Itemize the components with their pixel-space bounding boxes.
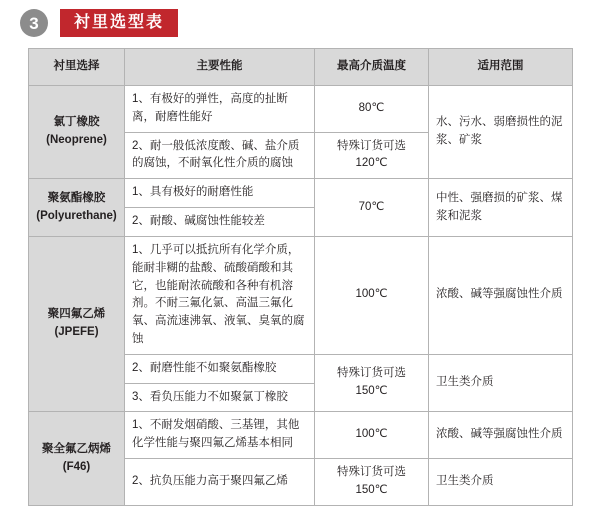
section-header xyxy=(20,8,178,38)
cell-performance: 2、抗负压能力高于聚四氟乙烯 xyxy=(125,459,315,506)
cell-temperature xyxy=(315,354,429,412)
category-name-cn: 聚四氟乙烯 xyxy=(47,308,106,321)
cell-usage: 卫生类介质 xyxy=(429,354,573,412)
cell-performance: 1、不耐发烟硝酸、三基锂，其他化学性能与聚四氟乙烯基本相同 xyxy=(125,412,315,459)
lining-selection-table xyxy=(28,48,573,506)
cell-usage: 中性、强磨损的矿浆、煤浆和泥浆 xyxy=(429,179,573,237)
table-head xyxy=(29,49,573,86)
table-row xyxy=(29,179,573,208)
cell-category-ptfe xyxy=(29,236,125,412)
cell-temperature: 100℃ xyxy=(315,412,429,459)
spec-table-container xyxy=(28,48,572,506)
cell-category-neoprene xyxy=(29,86,125,179)
column-header-usage: 适用范围 xyxy=(429,49,573,86)
column-header-performance: 主要性能 xyxy=(125,49,315,86)
category-name-cn: 聚全氟乙炳烯 xyxy=(42,442,111,455)
cell-performance: 1、有极好的弹性，高度的扯断离，耐磨性能好 xyxy=(125,86,315,133)
cell-performance: 3、看负压能力不如聚氯丁橡胶 xyxy=(125,383,315,412)
table-row xyxy=(29,86,573,133)
cell-performance: 1、具有极好的耐磨性能 xyxy=(125,179,315,208)
cell-temperature xyxy=(315,132,429,179)
cell-category-fep xyxy=(29,412,125,505)
temperature-value: 150℃ xyxy=(355,483,388,496)
column-header-lining: 衬里选择 xyxy=(29,49,125,86)
cell-category-polyurethane xyxy=(29,179,125,237)
cell-temperature: 100℃ xyxy=(315,236,429,354)
temperature-note: 特殊订货可选 xyxy=(337,139,406,152)
temperature-note: 特殊订货可选 xyxy=(337,466,406,478)
category-name-cn: 聚氨酯橡胶 xyxy=(47,191,106,204)
page-title: 衬里选型表 xyxy=(60,9,178,38)
category-name-cn: 氯丁橡胶 xyxy=(53,116,100,129)
column-header-max-temp: 最高介质温度 xyxy=(315,49,429,86)
table-row xyxy=(29,236,573,354)
cell-usage: 卫生类介质 xyxy=(429,459,573,506)
category-name-en: (Polyurethane) xyxy=(36,209,117,222)
cell-performance: 2、耐磨性能不如聚氨酯橡胶 xyxy=(125,354,315,383)
temperature-value: 120℃ xyxy=(355,157,388,170)
cell-performance: 2、耐一般低浓度酸、碱、盐介质的腐蚀，不耐氧化性介质的腐蚀 xyxy=(125,132,315,179)
table-header-row xyxy=(29,49,573,86)
cell-usage: 浓酸、碱等强腐蚀性介质 xyxy=(429,236,573,354)
table-body xyxy=(29,86,573,506)
category-name-en: (JPEFE) xyxy=(54,326,99,339)
section-number-badge: 3 xyxy=(20,9,48,37)
category-name-en: (F46) xyxy=(62,460,91,473)
cell-usage: 浓酸、碱等强腐蚀性介质 xyxy=(429,412,573,459)
temperature-value: 150℃ xyxy=(355,385,388,398)
cell-temperature: 80℃ xyxy=(315,86,429,133)
cell-performance: 1、几乎可以抵抗所有化学介质，能耐非糊的盐酸、硫酸硝酸和其它，也能耐浓硫酸和各种有机溶剂。不耐三氟化氯、高温三氟化氧、高流速沸氧、液氧、臭氧的腐蚀 xyxy=(125,236,315,354)
cell-usage: 水、污水、弱磨损性的泥浆、矿浆 xyxy=(429,86,573,179)
cell-temperature xyxy=(315,459,429,506)
table-row xyxy=(29,412,573,459)
cell-temperature: 70℃ xyxy=(315,179,429,237)
category-name-en: (Neoprene) xyxy=(46,134,107,147)
cell-performance: 2、耐酸、碱腐蚀性能较差 xyxy=(125,208,315,237)
temperature-note: 特殊订货可选 xyxy=(337,367,406,380)
